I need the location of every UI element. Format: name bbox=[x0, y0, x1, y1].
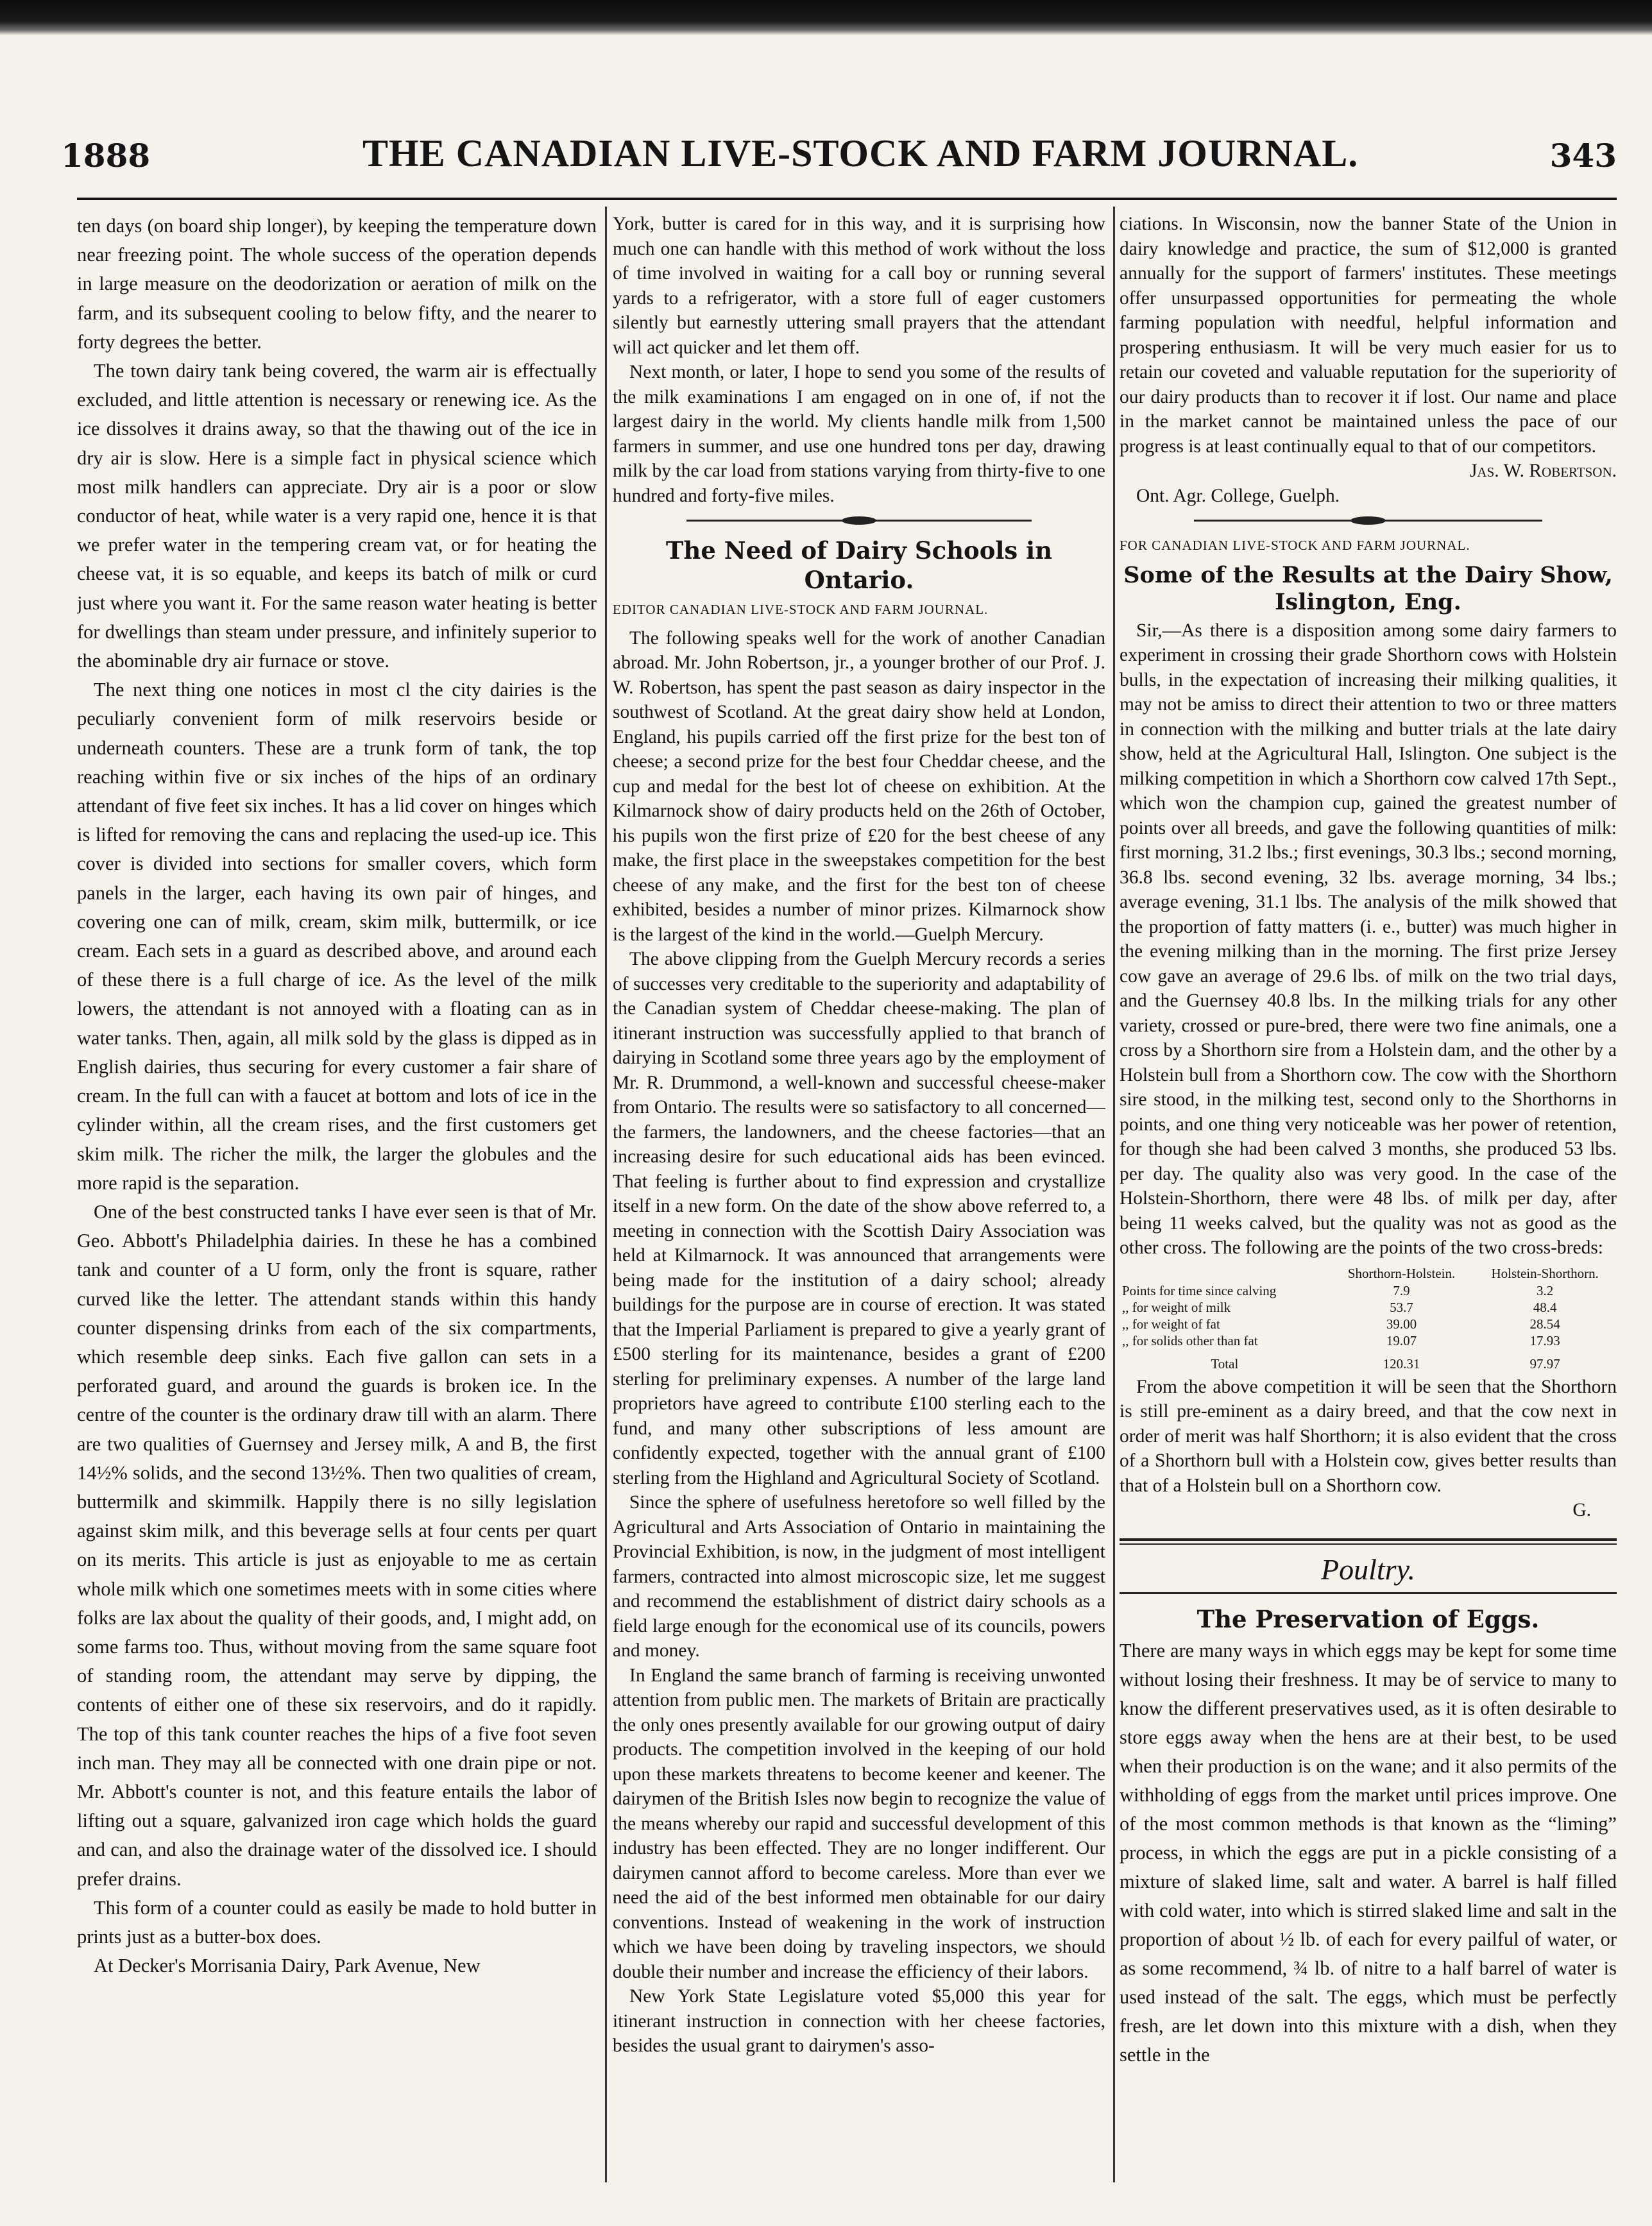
column-3 bbox=[1120, 212, 1617, 2207]
paragraph: Next month, or later, I hope to send you some of the results of the milk examinations I am engaged on in one of, if not the largest dairy in the world. My clients handle milk from 1,500 farmers in summer, and use one hundred tons per day, drawing milk by the car load from stations varying from thirty-five to one hundred and forty-five miles. bbox=[613, 362, 1105, 506]
row-label: ,, for solids other than fat bbox=[1122, 1332, 1258, 1348]
column-2 bbox=[613, 212, 1105, 2207]
cell-value: 19.07 bbox=[1386, 1332, 1417, 1348]
section-rule bbox=[1120, 1592, 1617, 1594]
paragraph: Since the sphere of usefulness heretofore so well filled by the Agricultural and Arts Association of Ontario in maintaining the Provincial Exhibition, is now, in the judgment of most intelligent farmers, contracted into almost microscopic size, let me suggest and recommend the establishment of district dairy schools as a field large enough for the economical use of its councils, powers and money. bbox=[613, 1492, 1105, 1661]
paragraph: There are many ways in which eggs may be kept for some time without losing their freshness. It may be of service to many to know the different preservatives used, as it is often desirable to store eggs away when the hens are at their best, to be used when their production is on the wane; and it also permits of the withholding of eggs from the market until prices improve. One of the most common methods is that known as the “liming” process, in which the eggs are put in a pickle consisting of a mixture of slaked lime, salt and water. A barrel is half filled with cold water, into which is stirred slaked lime and salt in the proportion of about ½ lb. of each for every pailful of water, or as some recommend, ¾ lb. of nitre to a half barrel of water is used instead of the salt. The eggs, which must be perfectly fresh, are let down into this mixture with a dish, when they settle in the bbox=[1120, 1639, 1617, 2066]
article-headline bbox=[1120, 562, 1617, 616]
cell-value: 120.31 bbox=[1383, 1355, 1420, 1372]
paragraph: This form of a counter could as easily be made to hold butter in prints just as a butter-box does. bbox=[77, 1896, 597, 1948]
author-affiliation: Ont. Agr. College, Guelph. bbox=[1136, 485, 1340, 506]
journal-title: THE CANADIAN LIVE-STOCK AND FARM JOURNAL. bbox=[362, 132, 1359, 174]
paragraph: ten days (on board ship longer), by keeping the temperature down near freezing point. The whole success of the operation depends in large measure on the deodorization or aeration of milk on the farm, and its subsequent cooling to below fifty, and the nearer to forty degrees the better. bbox=[77, 215, 597, 353]
row-label: ,, for weight of fat bbox=[1122, 1316, 1220, 1332]
paragraph: The following speaks well for the work of another Canadian abroad. Mr. John Robertson, jr., a younger brother of our Prof. J. W. Robertson, has spent the past season as dairy inspector in the southwest of Scotland. At the great dairy show held at London, England, his pupils carried off the first prize for the best ton of cheese; a second prize for the best four Cheddar cheese, and the cup and medal for the best lot of cheese on exhibition. At the Kilmarnock show of dairy products held on the 26th of October, his pupils won the first prize of £20 for the best cheese of any make, the first place in the sweepstakes competition for the best cheese of any make, and the first for the best ton of cheese exhibited, besides a number of minor prizes. Kilmarnock show is the largest of the kind in the world.—Guelph Mercury. bbox=[613, 627, 1105, 945]
paragraph: From the above competition it will be seen that the Shorthorn is still pre-eminent as a dairy breed, and that the cow next in order of merit was half Shorthorn; it is also evident that the cross of a Shorthorn bull with a Holstein cow, gives better results than that of a Holstein bull on a Shorthorn cow. bbox=[1120, 1376, 1617, 1496]
cell-value: 7.9 bbox=[1393, 1282, 1410, 1298]
cell-value: 39.00 bbox=[1386, 1316, 1417, 1332]
cell-value: 28.54 bbox=[1529, 1316, 1560, 1332]
paragraph: The town dairy tank being covered, the warm air is effectually excluded, and little attention is necessary or renewing ice. As the ice dissolves it drains away, so that the thawing out of the ice in dry air is slow. Here is a simple fact in physical science which most milk handlers can appreciate. Dry air is a poor or slow conductor of heat, while water is a very rapid one, hence it is that we prefer water in the tempering cream vat, or for heating the cheese vat, it is so equable, and keeps its batch of milk or curd just where you want it. For the same reason water heating is better for dwellings than steam under pressure, and infinitely superior to the abominable dry air furnace or stove. bbox=[77, 360, 597, 672]
article-kicker: FOR CANADIAN LIVE-STOCK AND FARM JOURNAL. bbox=[1120, 538, 1470, 553]
article-headline: The Preservation of Eggs. bbox=[1196, 1604, 1540, 1633]
paragraph: York, butter is cared for in this way, and it is surprising how much one can handle with this method of work without the loss of time involved in waiting for a call boy or running several yards to a refrigerator, with a store full of eager customers silently but earnestly uttering small prayers that the attendant will act quicker and let them off. bbox=[613, 214, 1105, 358]
row-label: ,, for weight of milk bbox=[1122, 1299, 1231, 1315]
article-kicker: EDITOR CANADIAN LIVE-STOCK AND FARM JOURNAL. bbox=[613, 602, 989, 617]
paragraph: Sir,—As there is a disposition among some dairy farmers to experiment in crossing their grade Shorthorn cows with Holstein bulls, in the expectation of increasing their milking qualities, it may not be amiss to direct their attention to two or three matters in connection with the milking and butter trials at the late dairy show, held at the Agricultural Hall, Islington. One subject is the milking competition in which a Shorthorn cow calved 17th Sept., which won the champion cup, gained the greatest number of points over all breeds, and gave the following quantities of milk: first morning, 31.2 lbs.; first evenings, 30.3 lbs.; second morning, 36.8 lbs. second evening, 32 lbs. average morning, 34 lbs.; average evening, 31.1 lbs. The analysis of the milk showed that the proportion of fatty matters (i. e., butter) was much higher in the evening milking than in the morning. The first prize Jersey cow gave an average of 29.6 lbs. of milk on the two trial days, and the Guernsey 40.8 lbs. In the milking trials for any other variety, crossed or pure-bred, there were two fine animals, one a cross by a Shorthorn sire from a Holstein dam, and the other by a Holstein bull from a Shorthorn cow. The cow with the Shorthorn sire stood, in the milking test, second only to the Shorthorns in points, and one thing very noticeable was her power of retention, for though she had been calved 3 months, she produced 53 lbs. per day. The quality also was very good. In the case of the Holstein-Shorthorn, there were 48 lbs. of milk per day, after being 11 weeks calved, but the quality was not as good as the other cross. The following are the points of the two cross-breds: bbox=[1120, 620, 1617, 1258]
section-rule bbox=[1120, 1538, 1617, 1545]
column-1 bbox=[77, 212, 597, 2207]
section-divider bbox=[1194, 520, 1542, 522]
column-header: Holstein-Shorthorn. bbox=[1491, 1265, 1599, 1281]
column-divider bbox=[1113, 207, 1115, 2182]
paragraph: The next thing one notices in most cl the city dairies is the peculiarly convenient form of milk reservoirs beside or underneath counters. These are a trunk form of tank, the top reaching within five or six inches of the hips of an ordinary attendant of five feet six inches. It has a lid cover on hinges which is lifted for removing the cans and replacing the used-up ice. This cover is divided into sections for smaller covers, which form panels in the larger, each having its own pair of hinges, and covering one can of milk, cream, skim milk, buttermilk, or ice cream. Each sets in a guard as described above, and around each of these there is a full charge of ice. As the level of the milk lowers, the attendant is not annoyed with a floating can as in water tanks. Then, again, all milk sold by the glass is dipped as in English dairies, thus securing for every customer a fair share of cream. In the full can with a faucet at bottom and lots of ice in the cylinder within, all the cream rises, and the first customers get skim milk. The richer the milk, the larger the globules and the more rapid is the separation. bbox=[77, 679, 597, 1194]
row-label: Total bbox=[1211, 1355, 1239, 1372]
table-row bbox=[1120, 1299, 1617, 1316]
cell-value: 48.4 bbox=[1533, 1299, 1557, 1315]
paragraph: At Decker's Morrisania Dairy, Park Avenue, New bbox=[94, 1955, 481, 1977]
paragraph: In England the same branch of farming is receiving unwonted attention from public men. The markets of Britain are practically the only ones presently available for our growing output of dairy products. The competition involved in the keeping of our hold upon these markets threatens to become keener and keener. The dairymen of the British Isles now begin to recognize the value of the means whereby our rapid and successful development of this industry has been effected. They are no longer indifferent. Our dairymen cannot afford to become careless. More than ever we need the aid of the best informed men obtainable for our dairy conventions. Instead of weakening in the work of instruction which we have been doing by traveling inspectors, we should double their number and increase the efficiency of their labors. bbox=[613, 1665, 1105, 1982]
header-year: 1888 bbox=[61, 137, 151, 174]
paragraph: The above clipping from the Guelph Mercury records a series of successes very creditable to the superiority and adaptability of the Canadian system of Cheddar cheese-making. The plan of itinerant instruction was successfully applied to that branch of dairying in Scotland some three years ago by the employment of Mr. R. Drummond, a well-known and successful cheese-maker from Ontario. The results were so satisfactory to all concerned—the farmers, the landowners, and the cheese factories—that an increasing desire for such educational aids has been evinced. That feeling is further about to find expression and crystallize itself in a new form. On the date of the show above referred to, a meeting in connection with the Scottish Dairy Association was held at Kilmarnock. It was announced that arrangements were being made for the institution of a dairy school; already buildings for the purpose are in course of erection. It was stated that the Imperial Parliament is prepared to give a yearly grant of £500 sterling for its maintenance, besides a grant of £200 sterling for preliminary expenses. A number of the large land proprietors have agreed to contribute £100 sterling each to the fund, and many other subscriptions of less amount are confidently expected, together with the annual grant of £100 sterling from the Highland and Agricultural Society of Scotland. bbox=[613, 949, 1105, 1488]
article-headline: The Need of Dairy Schools in Ontario. bbox=[665, 536, 1053, 594]
author-signature: Jas. W. Robertson. bbox=[1469, 461, 1617, 481]
cell-value: 53.7 bbox=[1390, 1299, 1413, 1315]
paragraph: One of the best constructed tanks I have ever seen is that of Mr. Geo. Abbott's Philadelphia dairies. In these he has a combined tank and counter of a U form, only the front is square, rather curved like the letter. The attendant stands within this handy counter dispensing drinks from each of the six compartments, which resemble deep sinks. Each five gallon can sets in a perforated guard, and around the guards is broken ice. In the centre of the counter is the ordinary draw till with an alarm. There are two qualities of Guernsey and Jersey milk, A and B, the first 14½% solids, and the second 13½%. Then two qualities of cream, buttermilk and skimmilk. Happily there is no silly legislation against skim milk, and this beverage sells at four cents per quart on its merits. This article is just as enjoyable to me as certain whole milk which one sometimes meets with in some cities where folks are lax about the quality of their goods, and, I might add, on some farms too. Thus, without moving from the same square foot of standing room, the attendant may serve by dipping, the contents of either one of these six reservoirs, and do it rapidly. The top of this tank counter reaches the hips of a five foot seven inch man. They may all be connected with one drain pipe or not. Mr. Abbott's counter is not, and this feature entails the labor of lifting out a square, galvanized iron cage which holds the guard and can, and also the drainage water of the dissolved ice. I should prefer drains. bbox=[77, 1200, 597, 1890]
cell-value: 97.97 bbox=[1529, 1355, 1560, 1372]
paragraph: ciations. In Wisconsin, now the banner State of the Union in dairy knowledge and practice, the sum of $12,000 is granted annually for the support of farmers' institutes. These meetings offer unsurpassed opportunities for permeating the whole farming population with needful, helpful information and prospering enthusiasm. It will be very much easier for us to retain our coveted and valuable reputation for the superiority of our dairy products than to recover it if lost. Our name and place in the market cannot be maintained unless the pace of our progress is at least continually equal to that of our competitors. bbox=[1120, 214, 1617, 457]
headline-line: Some of the Results at the Dairy Show, bbox=[1123, 561, 1613, 588]
table-header-row bbox=[1120, 1264, 1617, 1282]
points-table bbox=[1120, 1264, 1617, 1372]
scan-edge-bar bbox=[0, 0, 1652, 35]
paragraph: New York State Legislature voted $5,000 this year for itinerant instruction in connection with her cheese factories, besides the usual grant to dairymen's asso- bbox=[613, 1986, 1105, 2056]
table-row bbox=[1120, 1332, 1617, 1349]
section-divider bbox=[686, 520, 1032, 522]
headline-line: Islington, Eng. bbox=[1275, 588, 1461, 615]
table-row bbox=[1120, 1316, 1617, 1332]
author-signoff: G. bbox=[1572, 1500, 1591, 1520]
column-divider bbox=[605, 207, 607, 2182]
page-number: 343 bbox=[1549, 137, 1617, 174]
page-header bbox=[61, 132, 1617, 189]
column-header: Shorthorn-Holstein. bbox=[1347, 1265, 1456, 1281]
section-title: Poultry. bbox=[1321, 1552, 1415, 1586]
cell-value: 3.2 bbox=[1537, 1282, 1554, 1298]
row-label: Points for time since calving bbox=[1122, 1282, 1277, 1298]
table-row bbox=[1120, 1282, 1617, 1299]
table-total-row bbox=[1120, 1349, 1617, 1372]
header-rule bbox=[77, 198, 1617, 200]
cell-value: 17.93 bbox=[1529, 1332, 1560, 1348]
